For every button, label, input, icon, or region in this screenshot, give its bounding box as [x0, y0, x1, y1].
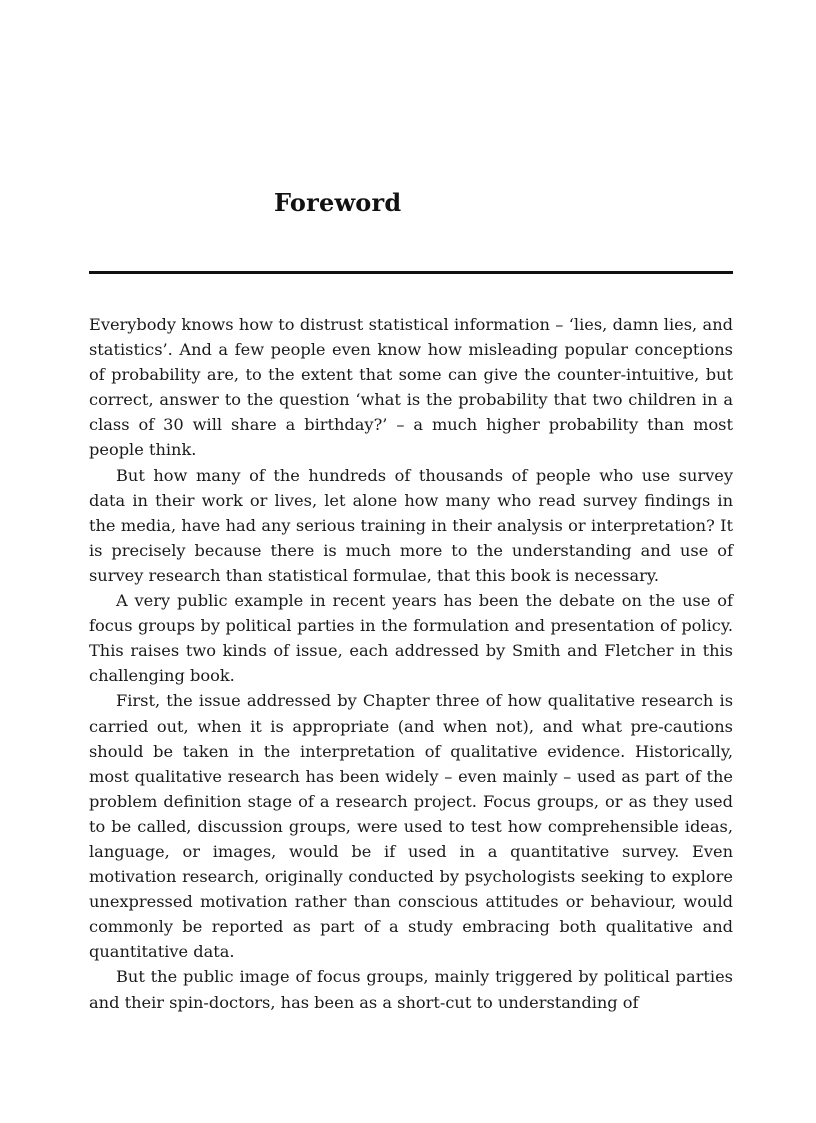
paragraph-4: First, the issue addressed by Chapter three of how qualitative research is carried out, when it is appropriate (and when not), and what pre-cautions should be taken in the interpretation of qualitative evidence. Historically, most qualitative research has been widely – even mainly – used as part of the problem definition stage of a research project. Focus groups, or as they used to be called, discussion groups, were used to test how comprehensible ideas, language, or images, would be if used in a quantitative survey. Even motivation research, originally conducted by psychologists seeking to explore unexpressed motivation rather than conscious attitudes or behaviour, would commonly be reported as part of a study embracing both qualitative and quantitative data.: [89, 691, 733, 962]
title-rule: [89, 271, 733, 274]
paragraph-5: But the public image of focus groups, mainly triggered by political parties and their spin-doctors, has been as a short-cut to understanding of: [89, 967, 733, 1012]
paragraph-1: Everybody knows how to distrust statistical information – ‘lies, damn lies, and statistics’. And a few people even know how misleading popular conceptions of probability are, to the extent that some can give the counter-intuitive, but correct, answer to the question ‘what is the probability that two children in a class of 30 will share a birthday?’ – a much higher probability than most people think.: [89, 315, 733, 460]
body-text: [89, 312, 733, 1015]
page-title-text: Foreword: [274, 188, 402, 217]
paragraph-2: But how many of the hundreds of thousands of people who use survey data in their work or lives, let alone how many who read survey findings in the media, have had any serious training in their analysis or interpretation? It is precisely because there is much more to the understanding and use of survey research than statistical formulae, that this book is necessary.: [89, 465, 733, 585]
paragraph-3: A very public example in recent years has been the debate on the use of focus groups by political parties in the formulation and presentation of policy. This raises two kinds of issue, each addressed by Smith and Fletcher in this challenging book.: [89, 591, 733, 686]
